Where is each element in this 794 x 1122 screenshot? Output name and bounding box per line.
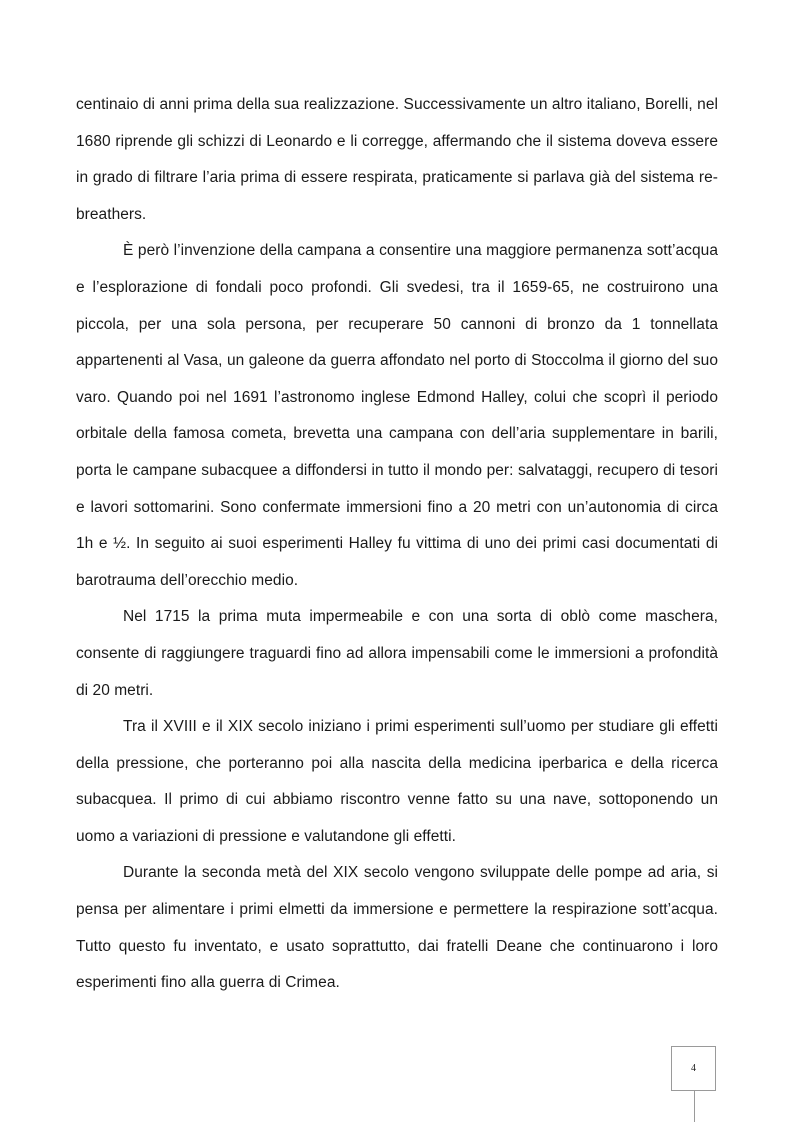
page-number-box bbox=[671, 1046, 716, 1091]
paragraph-esperimenti: Tra il XVIII e il XIX secolo iniziano i primi esperimenti sull’uomo per studiare gli effetti della pressione, che porteranno poi alla nascita della medicina iperbarica e della ricerca subacquea. Il primo di cui abbiamo riscontro venne fatto su una nave, sottoponendo un uomo a variazioni di pressione e valutandone gli effetti. bbox=[76, 718, 718, 845]
paragraph-borelli: centinaio di anni prima della sua realizzazione. Successivamente un altro italiano, Borelli, nel 1680 riprende gli schizzi di Leonardo e li corregge, affermando che il sistema doveva essere in grado di filtrare l’aria prima di essere respirata, praticamente si parlava già del sistema re-breathers. bbox=[76, 96, 718, 223]
paragraph-campana: È però l’invenzione della campana a consentire una maggiore permanenza sott’acqua e l’esplorazione di fondali poco profondi. Gli svedesi, tra il 1659-65, ne costruirono una piccola, per una sola persona, per recuperare 50 cannoni di bronzo da 1 tonnellata appartenenti al Vasa, un galeone da guerra affondato nel porto di Stoccolma il giorno del suo varo. Quando poi nel 1691 l’astronomo inglese Edmond Halley, colui che scoprì il periodo orbitale della famosa cometa, brevetta una campana con dell’aria supplementare in barili, porta le campane subacquee a diffondersi in tutto il mondo per: salvataggi, recupero di tesori e lavori sottomarini. Sono confermate immersioni fino a 20 metri con un’autonomia di circa 1h e ½. In seguito ai suoi esperimenti Halley fu vittima di uno dei primi casi documentati di barotrauma dell’orecchio medio. bbox=[76, 242, 718, 589]
page-number: 4 bbox=[691, 1063, 696, 1074]
page-number-divider bbox=[694, 1091, 695, 1122]
page-body bbox=[76, 87, 718, 1002]
paragraph-pompe: Durante la seconda metà del XIX secolo vengono sviluppate delle pompe ad aria, si pensa per alimentare i primi elmetti da immersione e permettere la respirazione sott’acqua. Tutto questo fu inventato, e usato soprattutto, dai fratelli Deane che continuarono i loro esperimenti fino alla guerra di Crimea. bbox=[76, 864, 718, 992]
paragraph-muta: Nel 1715 la prima muta impermeabile e con una sorta di oblò come maschera, consente di raggiungere traguardi fino ad allora impensabili come le immersioni a profondità di 20 metri. bbox=[76, 608, 718, 699]
